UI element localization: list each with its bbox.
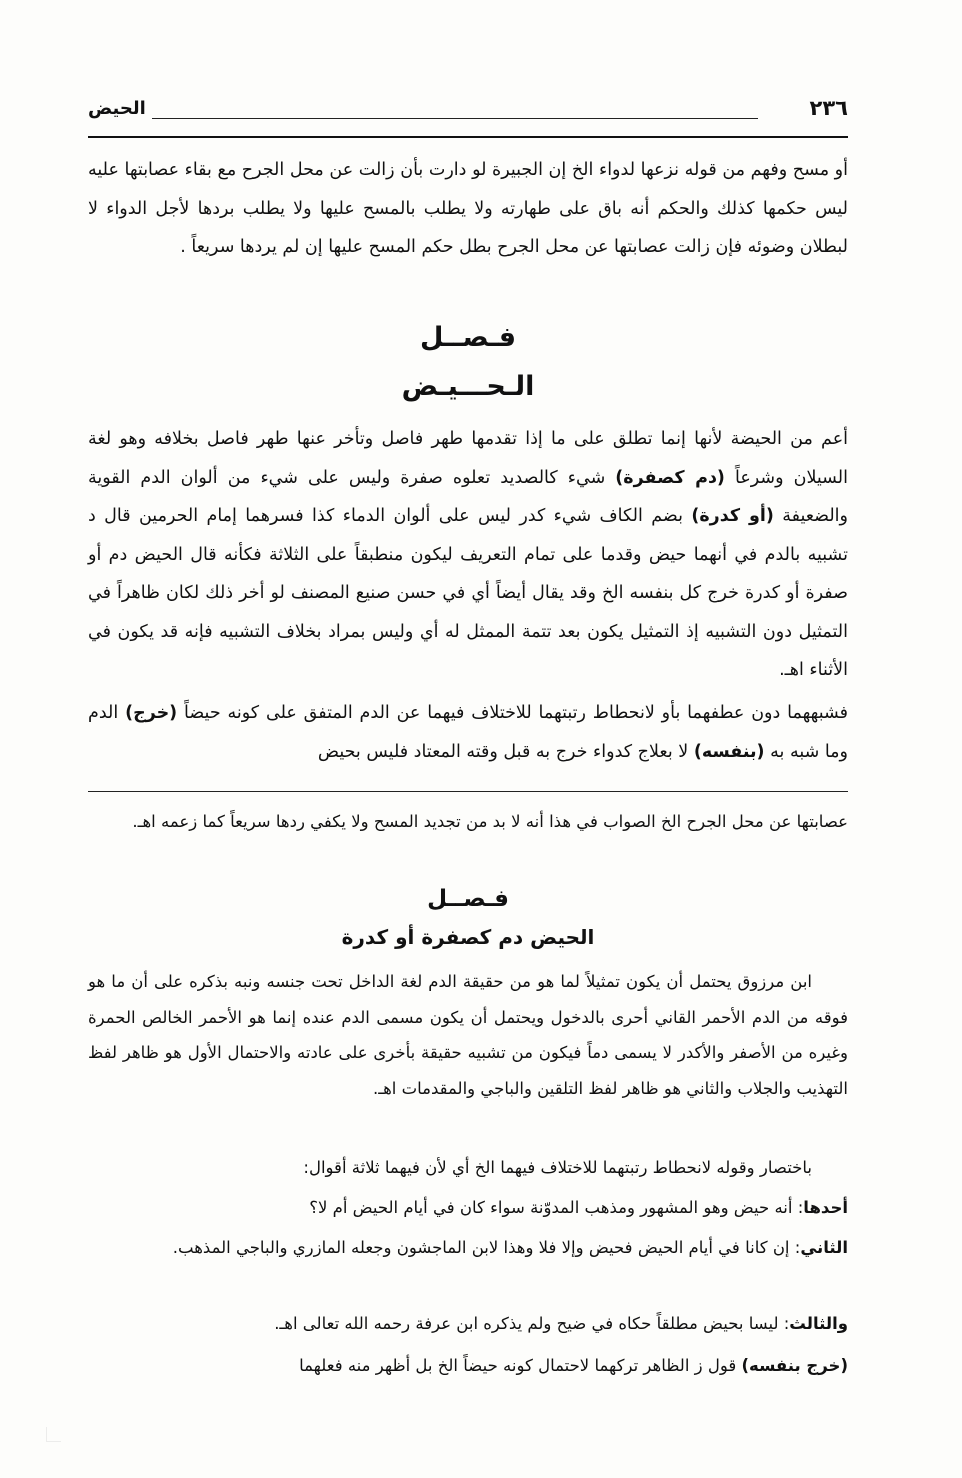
- header-divider: [88, 136, 848, 138]
- footnote-heading-title: الحيض دم كصفرة أو كدرة: [341, 925, 595, 949]
- footnote-last-line: [88, 1348, 848, 1384]
- text-segment: شيء كالصديد تعلوه صفرة وليس على شيء من ألوان الدم القوية والضعيفة: [88, 467, 848, 526]
- bold-term: (دم كصفرة): [615, 467, 725, 488]
- opinion-text: : ليسا بحيض مطلقاً حكاه في ضيح ولم يذكره ابن عرفة رحمه الله تعالى اهـ.: [274, 1314, 790, 1333]
- intro-paragraph: أو مسح وفهم من قوله نزعها لدواء الخ إن الجبيرة لو دارت بأن زالت عن محل الجرح مع بقاء عصابتها عليه ليس حكمها كذلك والحكم أنه باق على طهارته ولا يطلب بالمسح عليها ولا يطلب بردها لأجل الدواء لا لبطلان وضوئه فإن زالت عصابتها عن محل الجرح بطل حكم المسح عليها إن لم يردها سريعاً .: [88, 160, 848, 257]
- page-number: ٢٣٦: [809, 96, 848, 120]
- text-segment: بضم الكاف شيء كدر ليس على ألوان الدماء كذا فسرهما إمام الحرمين قال د تشبيه بالدم في أنهما حيض وقدما على تمام التعريف ليكون منطبقاً على الثلاثة فكأنه قال الحيض دم أو صفرة أو كدرة خرج كل بنفسه الخ وقد يقال أيضاً أي في حسن صنيع المصنف لو أخر ذلك لكان ظاهراً في التمثيل دون التشبيه إذ التمثيل يكون بعد تتمة الممثل له أي وليس بمراد بخلاف التشبيه فإنه قد يكون في الأثناء اهـ.: [88, 506, 848, 680]
- opinion-second: [88, 1230, 848, 1266]
- commentary-text: قول ز الظاهر تركهما لاحتمال كونه حيضاً الخ بل أظهر منه فعلهما: [299, 1356, 742, 1375]
- opinion-text: : أنه حيض وهو المشهور ومذهب المدوّنة سواء كان في أيام الحيض أم لا؟: [309, 1198, 804, 1217]
- footnote-carryover: عصابتها عن محل الجرح الخ الصواب في هذا أنه لا بد من تجديد المسح ولا يكفي ردها سريعاً كما زعمه اهـ.: [132, 812, 848, 831]
- opinion-label: أحدها: [803, 1198, 848, 1217]
- bold-term: (خرج): [125, 703, 178, 723]
- opinion-first: [88, 1190, 848, 1226]
- main-paragraph-1: [88, 420, 848, 690]
- section-heading-fasl: فـصــل: [419, 322, 517, 353]
- text-segment: أعم من الحيضة لأنها إنما تطلق على ما إذا تقدمها طهر فاصل وتأخر عنها طهر فاصل بخلافه وهو لغة السيلان وشرعاً: [88, 429, 848, 488]
- opinion-text: : إن كانا في أيام الحيض فحيض وإلا فلا وهذا لابن الماجشون وجعله المازري والباجي المذهب.: [172, 1238, 801, 1257]
- footnote-paragraph-2: باختصار وقوله لانحطاط رتبتهما للاختلاف فيهما الخ أي لأن فيهما ثلاثة أقوال:: [303, 1158, 812, 1177]
- text-segment: الدم وما شبه به: [88, 703, 848, 762]
- bold-term: (أو كدرة): [691, 506, 774, 526]
- opinion-label: والثالث: [789, 1314, 848, 1333]
- running-title: الحيض: [88, 98, 146, 119]
- opinion-label: الثاني: [800, 1238, 848, 1257]
- footnote-paragraph-1: ابن مرزوق يحتمل أن يكون تمثيلاً لما هو من حقيقة الدم لغة الداخل تحت جنسه ونبه بذكره على أن ما هو فوقه من الدم الأحمر القاني أحرى بالدخول ويحتمل أن يكون مسمى الدم عنده إنما هو الأحمر الخالص الحمرة وغيره من الأصفر والأكدر لا يسمى دماً فيكون من تشبيه حقيقة بأخرى على عادته والاحتمال الأول هو ظاهر لفظ التهذيب والجلاب والثاني هو ظاهر لفظ التلقين والباجي والمقدمات اهـ.: [88, 972, 848, 1098]
- bold-term: (بنفسه): [693, 741, 765, 762]
- commented-term: (خرج بنفسه): [741, 1356, 848, 1375]
- page-header: [88, 96, 848, 126]
- header-rule: [152, 118, 758, 119]
- main-paragraph-2: [88, 694, 848, 771]
- section-heading-hayd: الـحـــيـض: [401, 371, 535, 402]
- footnote-heading-fasl: فـصــل: [427, 886, 509, 912]
- text-segment: فشبههما دون عطفهما بأو لانحطاط رتبتهما للاختلاف فيهما عن الدم المتفق على كونه حيضاً: [177, 703, 848, 723]
- footnote-separator: [88, 791, 848, 792]
- page-corner-mark: [46, 1427, 61, 1442]
- text-segment: لا بعلاج كدواء خرج به قبل وقته المعتاد فليس بحيض: [317, 741, 694, 762]
- opinion-third: [88, 1306, 848, 1342]
